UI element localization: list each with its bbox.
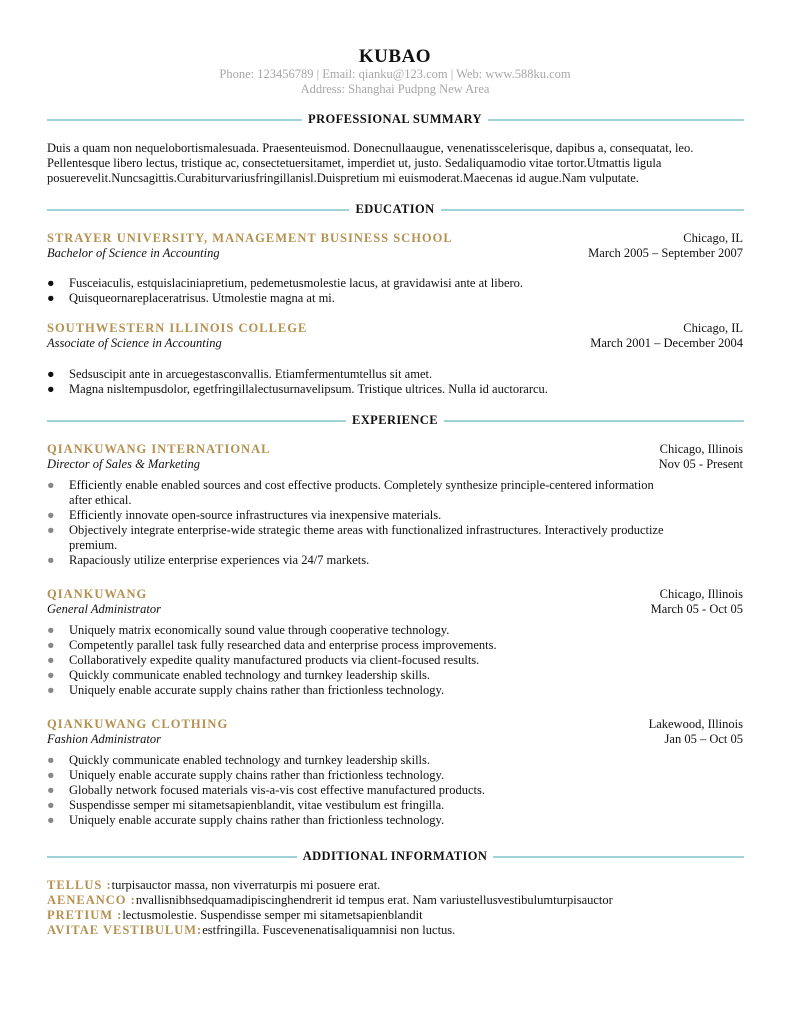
list-item: ● Collaboratively expedite quality manufactured products via client-focused results. [47, 653, 480, 667]
experience-location: Chicago, Illinois [659, 442, 743, 456]
additional-item: TELLUS :turpisauctor massa, non viverraturpis mi posuere erat. [47, 878, 381, 892]
education-location: Chicago, IL [683, 321, 743, 335]
list-item: ● Quisqueornareplaceratrisus. Utmolestie magna at mi. [47, 291, 335, 305]
education-bullets [47, 276, 687, 306]
section-title-education: EDUCATION [0, 202, 790, 217]
contact-line: Phone: 123456789 | Email: qianku@123.com | Web: www.588ku.com [219, 67, 571, 81]
experience-company: QIANKUWANG INTERNATIONAL [47, 442, 271, 456]
experience-bullets [47, 478, 687, 568]
experience-dates: Jan 05 – Oct 05 [664, 732, 743, 746]
additional-item: AENEANCO :nvallisnibhsedquamadipiscinghendrerit id tempus erat. Nam variustellusvestibulumturpisauctor [47, 893, 613, 907]
list-item: ● Quickly communicate enabled technology and turnkey leadership skills. [47, 753, 431, 767]
experience-dates: March 05 - Oct 05 [650, 602, 743, 616]
list-item: ● Globally network focused materials vis-a-vis cost effective manufactured products. [47, 783, 485, 797]
additional-item: PRETIUM :lectusmolestie. Suspendisse semper mi sitametsapienblandit [47, 908, 423, 922]
experience-role: General Administrator [47, 602, 162, 616]
additional-info-list [47, 878, 613, 938]
experience-dates: Nov 05 - Present [658, 457, 743, 471]
section-title-summary: PROFESSIONAL SUMMARY [0, 112, 790, 127]
list-item: ● Magna nisltempusdolor, egetfringillalectusurnavelipsum. Tristique ultrices. Nulla id auctorarcu. [47, 382, 548, 396]
list-item-continuation: after ethical. [69, 493, 132, 507]
list-item: ● Quickly communicate enabled technology and turnkey leadership skills. [47, 668, 431, 682]
list-item: ● Suspendisse semper mi sitametsapienblandit, vitae vestibulum est fringilla. [47, 798, 445, 812]
experience-bullets [47, 753, 687, 828]
experience-location: Lakewood, Illinois [648, 717, 743, 731]
experience-location: Chicago, Illinois [659, 587, 743, 601]
education-school: STRAYER UNIVERSITY, MANAGEMENT BUSINESS SCHOOL [47, 231, 453, 245]
list-item: ● Efficiently enable enabled sources and cost effective products. Completely synthesize principle-centered information [47, 478, 654, 492]
section-title-experience: EXPERIENCE [0, 413, 790, 428]
additional-item: AVITAE VESTIBULUM:estfringilla. Fuscevenenatisaliquamnisi non luctus. [47, 923, 456, 937]
education-school: SOUTHWESTERN ILLINOIS COLLEGE [47, 321, 308, 335]
list-item: ● Efficiently innovate open-source infrastructures via inexpensive materials. [47, 508, 442, 522]
list-item: ● Uniquely enable accurate supply chains rather than frictionless technology. [47, 813, 445, 827]
section-title-additional: ADDITIONAL INFORMATION [0, 849, 790, 864]
education-dates: March 2005 – September 2007 [588, 246, 743, 260]
list-item: ● Competently parallel task fully researched data and enterprise process improvements. [47, 638, 497, 652]
resume-name: KUBAO [358, 46, 432, 67]
education-bullets [47, 367, 687, 397]
experience-bullets [47, 623, 687, 698]
education-degree: Associate of Science in Accounting [47, 336, 222, 350]
experience-company: QIANKUWANG CLOTHING [47, 717, 229, 731]
list-item: ● Uniquely enable accurate supply chains rather than frictionless technology. [47, 683, 445, 697]
address-line: Address: Shanghai Pudpng New Area [300, 82, 490, 96]
list-item: ● Uniquely matrix economically sound value through cooperative technology. [47, 623, 450, 637]
list-item: ● Fusceiaculis, estquislaciniapretium, pedemetusmolestie lacus, at gravidawisi ante at libero. [47, 276, 524, 290]
list-item: ● Uniquely enable accurate supply chains rather than frictionless technology. [47, 768, 445, 782]
experience-role: Director of Sales & Marketing [47, 457, 200, 471]
experience-role: Fashion Administrator [47, 732, 162, 746]
list-item: ● Sedsuscipit ante in arcuegestasconvallis. Etiamfermentumtellus sit amet. [47, 367, 433, 381]
list-item: ● Rapaciously utilize enterprise experiences via 24/7 markets. [47, 553, 370, 567]
list-item: ● Objectively integrate enterprise-wide strategic theme areas with functionalized infrastructures. Interactively productize [47, 523, 664, 537]
list-item-continuation: premium. [69, 538, 118, 552]
summary-text: Duis a quam non nequelobortismalesuada. Praesenteuismod. Donecnullaaugue, venenatisscelerisque, dapibus a, consequatat, leo. Pellentesque libero lectus, tristique ac, consectetuersitamet, imperdiet ut, justo. Sedaliquamodio vitae tortor.Utmattis ligula posuerevelit.Nuncsagittis.Curabiturvariusfringillanisl.Duispretium mi euismoderat.Maecenas id augue.Nam vulputate. [47, 141, 694, 186]
experience-company: QIANKUWANG [47, 587, 148, 601]
education-dates: March 2001 – December 2004 [590, 336, 743, 350]
education-degree: Bachelor of Science in Accounting [47, 246, 220, 260]
education-location: Chicago, IL [683, 231, 743, 245]
